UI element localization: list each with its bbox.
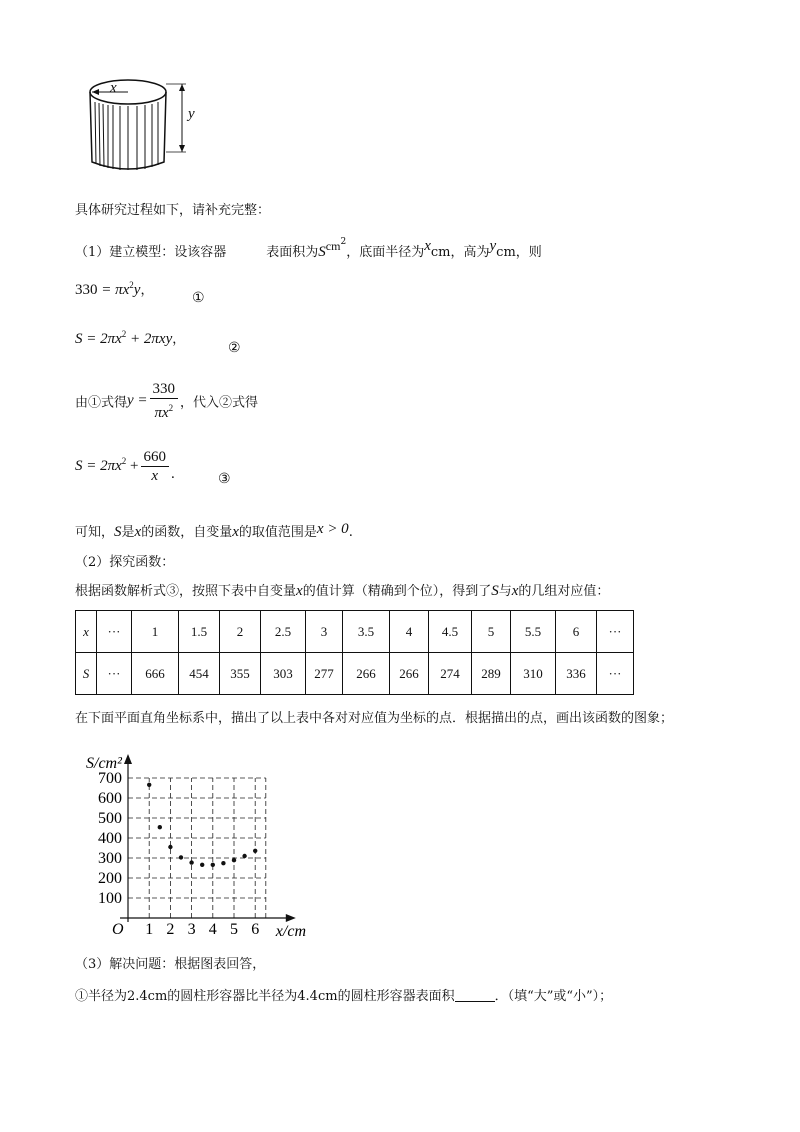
p2-x: x (511, 583, 519, 599)
x-tick-label: 3 (187, 921, 196, 938)
table-cell-s: 310 (511, 653, 556, 695)
table-cell-x: 5.5 (511, 611, 556, 653)
table-cell-s: ··· (597, 653, 634, 695)
p2-d: 的几组对应值： (518, 584, 610, 599)
radius-text: ，底面半径为 (346, 245, 425, 260)
table-cell-s: 454 (179, 653, 220, 695)
table-cell-s: 277 (306, 653, 343, 695)
marker-1: ① (192, 290, 205, 306)
data-point (168, 845, 172, 849)
y-axis-arrow (124, 754, 132, 764)
table-cell-s: 289 (472, 653, 511, 695)
conc-t1: 可知， (75, 525, 115, 540)
data-point (158, 825, 162, 829)
table-row-x (76, 611, 634, 653)
equation-3 (75, 448, 175, 485)
table-cell-x: 3 (306, 611, 343, 653)
x-axis-arrow (286, 914, 296, 922)
x-axis-label: x/cm (275, 923, 307, 940)
plot-instruction: 在下面平面直角坐标系中，描出了以上表中各对对应值为坐标的点．根据描出的点，画出该函数的图象； (75, 711, 674, 726)
eq2-lhs: S (75, 331, 83, 347)
table-row-s (76, 653, 634, 695)
x-tick-label: 6 (251, 921, 260, 938)
eq3-lhs: S (75, 458, 83, 474)
height-unit: cm，则 (496, 245, 542, 260)
area-unit: cm (325, 239, 341, 253)
data-point (253, 849, 257, 853)
q1-text-a: ①半径为2.4cm的圆柱形容器比半径为4.4cm的圆柱形容器表面积 (75, 989, 455, 1004)
table-cell-s: 274 (429, 653, 472, 695)
table-cell-x: 2.5 (261, 611, 306, 653)
height-var: y (489, 238, 497, 254)
cylinder-figure (82, 72, 202, 180)
eq2-punct: ， (172, 332, 186, 347)
derive-lhs: y = (127, 392, 148, 409)
eq3-den: x (151, 468, 159, 484)
height-label: y (188, 106, 195, 122)
area-unit-exp: 2 (340, 237, 347, 247)
area-var: S (318, 244, 326, 260)
radius-unit: cm，高为 (430, 245, 490, 260)
area-text: 表面积为 (266, 245, 319, 260)
conc-v2: x (134, 524, 142, 540)
derive-den-exp: 2 (168, 403, 174, 413)
eq2-tail: + 2πxy (130, 331, 173, 347)
values-table (75, 610, 634, 695)
data-point (179, 855, 183, 859)
y-tick-label: 600 (98, 790, 122, 807)
table-cell-x: 1.5 (179, 611, 220, 653)
table-cell-s: 303 (261, 653, 306, 695)
data-point (200, 863, 204, 867)
table-cell-s: 336 (556, 653, 597, 695)
derive-prefix: 由①式得 (75, 395, 128, 411)
marker-3: ③ (218, 471, 231, 487)
equation-2 (75, 328, 185, 348)
derive-num: 330 (150, 380, 179, 399)
scatter-chart (78, 730, 328, 945)
table-cell-x: ··· (597, 611, 634, 653)
x-tick-label: 5 (230, 921, 238, 938)
p2-b: 的值计算（精确到个位），得到了 (302, 584, 492, 599)
eq2-rhs: = 2πx (86, 331, 122, 347)
conc-t5: . (348, 525, 353, 540)
table-header-x: x (76, 611, 97, 653)
part2-intro (75, 580, 609, 600)
y-tick-label: 200 (98, 870, 122, 887)
equation-1 (75, 279, 153, 299)
table-cell-x: 1 (132, 611, 179, 653)
answer-blank[interactable] (455, 989, 495, 1002)
conc-t3: 的函数，自变量 (141, 525, 233, 540)
derivation-line (75, 380, 258, 422)
eq3-rhs: = 2πx (86, 458, 122, 474)
q1-text-b: ．（填“大”或“小”）； (494, 989, 613, 1004)
data-point (232, 858, 236, 862)
table-cell-x: 2 (220, 611, 261, 653)
y-tick-label: 400 (98, 830, 122, 847)
p2-s: S (491, 583, 499, 599)
p2-v: x (296, 583, 303, 599)
radius-var: x (424, 238, 431, 254)
table-cell-s: ··· (97, 653, 132, 695)
table-cell-x: 4 (390, 611, 429, 653)
y-tick-label: 100 (98, 890, 122, 907)
part3-question-1 (75, 985, 612, 1004)
table-cell-s: 355 (220, 653, 261, 695)
derive-den: πx (154, 405, 169, 421)
table-cell-x: ··· (97, 611, 132, 653)
table-header-s: S (76, 653, 97, 695)
y-tick-label: 300 (98, 850, 122, 867)
eq1-lhs: 330 (75, 282, 98, 298)
conclusion-line (75, 521, 353, 541)
part3-heading: （3）解决问题：根据图表回答， (75, 957, 266, 972)
y-tick-label: 700 (98, 770, 122, 787)
conc-t4: 的取值范围是 (238, 525, 317, 540)
table-cell-x: 3.5 (343, 611, 390, 653)
data-point (242, 854, 246, 858)
eq1-punct: ， (140, 283, 154, 298)
origin-label: O (112, 921, 124, 938)
radius-label: x (110, 80, 117, 96)
marker-2: ② (228, 340, 241, 356)
data-point (211, 863, 215, 867)
y-tick-label: 500 (98, 810, 122, 827)
conc-v3: x (232, 524, 239, 540)
x-tick-label: 2 (166, 921, 175, 938)
data-point (189, 860, 193, 864)
conc-v1: S (114, 524, 122, 540)
part1-prefix: （1）建立模型：设该容器 (75, 245, 227, 260)
p2-a: 根据函数解析式③，按照下表中自变量 (75, 584, 297, 599)
eq1-tail: y (133, 282, 141, 298)
x-tick-label: 1 (145, 921, 154, 938)
eq1-rhs: = πx (101, 282, 130, 298)
data-point (221, 861, 225, 865)
x-tick-label: 4 (208, 921, 217, 938)
table-cell-s: 266 (343, 653, 390, 695)
conc-domain: x > 0 (316, 521, 349, 537)
intro-text: 具体研究过程如下，请补充完整： (75, 203, 271, 218)
derive-suffix: ，代入②式得 (180, 395, 259, 411)
eq2-exp: 2 (121, 329, 127, 339)
table-cell-s: 266 (390, 653, 429, 695)
eq3-punct: . (171, 465, 175, 482)
eq3-num: 660 (141, 448, 170, 467)
table-cell-s: 666 (132, 653, 179, 695)
table-cell-x: 5 (472, 611, 511, 653)
eq1-exp: 2 (129, 280, 134, 290)
p2-c: 与 (498, 584, 512, 599)
eq3-plus: + (130, 458, 139, 474)
eq3-exp: 2 (121, 455, 127, 466)
table-cell-x: 6 (556, 611, 597, 653)
y-axis-label: S/cm² (86, 755, 122, 772)
part1-line (75, 237, 542, 261)
part2-heading: （2）探究函数： (75, 555, 175, 570)
table-cell-x: 4.5 (429, 611, 472, 653)
data-point (147, 783, 151, 787)
conc-t2: 是 (121, 525, 135, 540)
